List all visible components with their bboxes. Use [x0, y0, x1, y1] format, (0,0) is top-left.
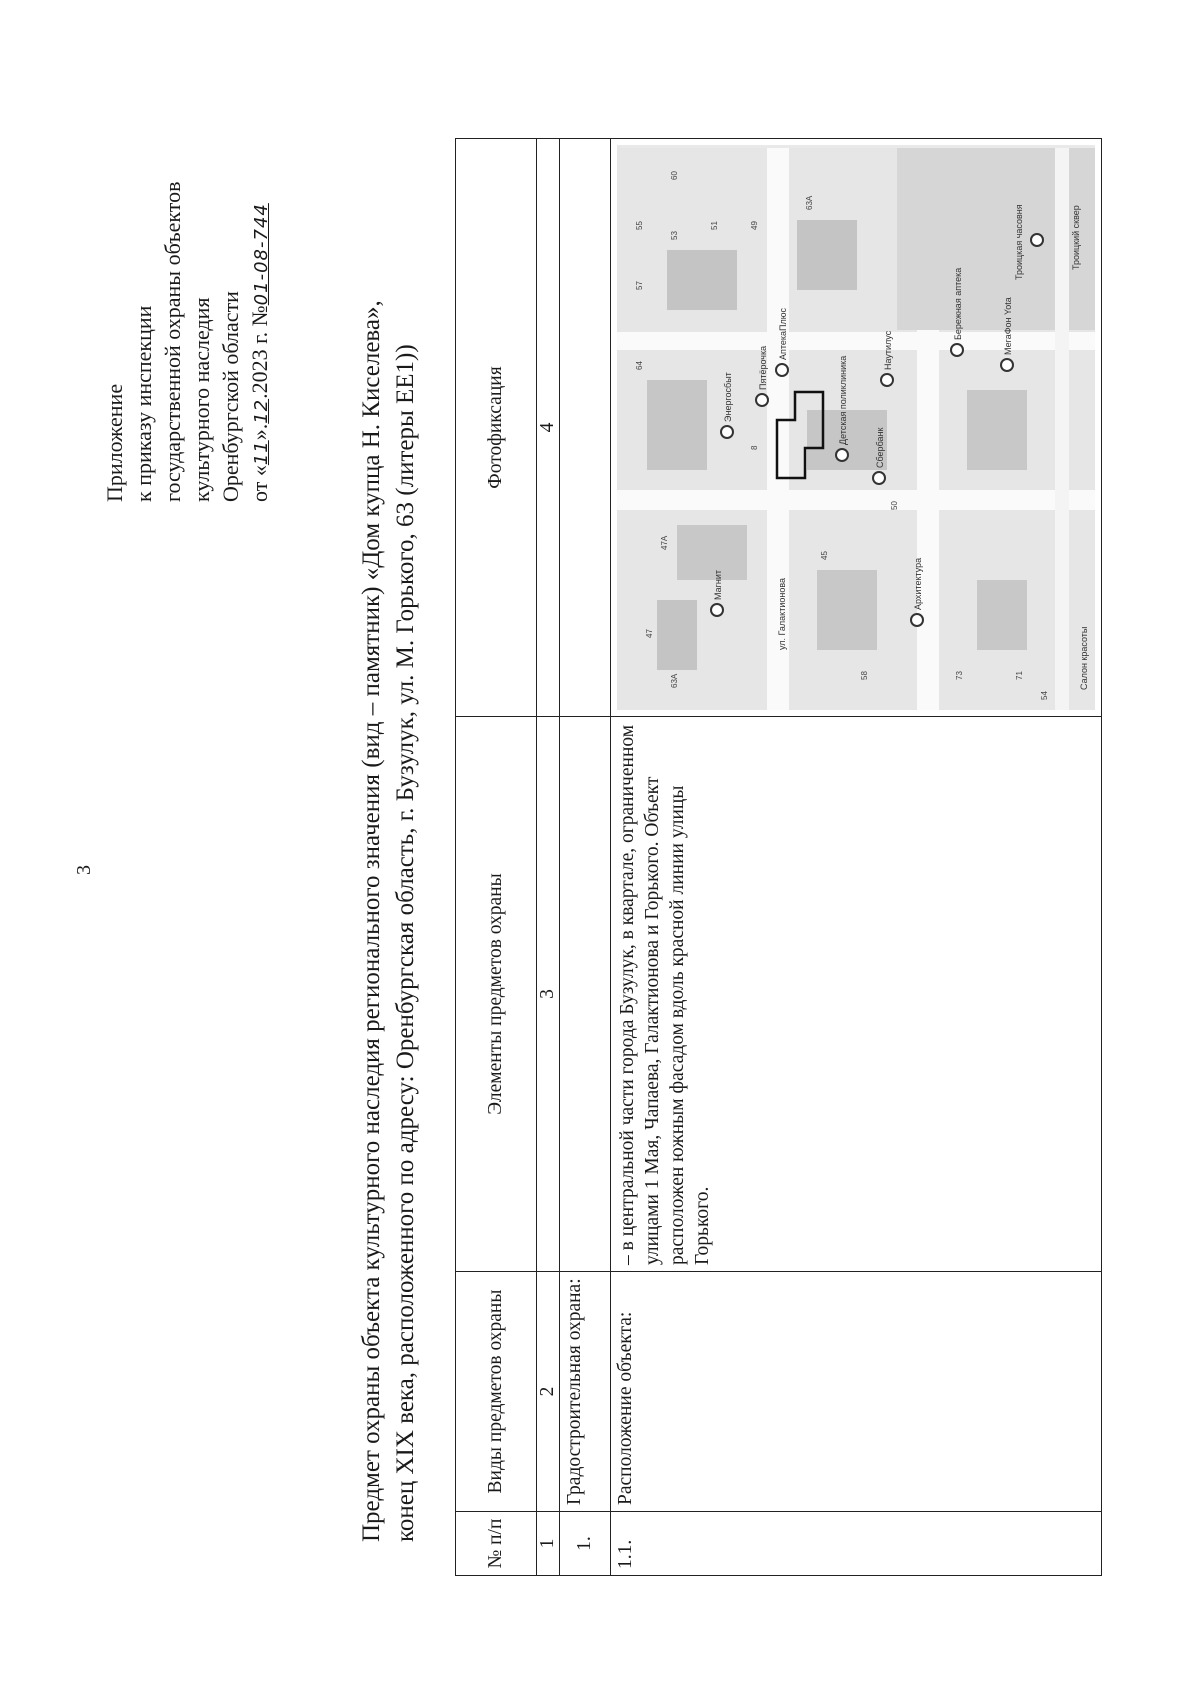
road [917, 330, 939, 710]
poi-marker [776, 364, 788, 376]
poi-marker [1031, 234, 1043, 246]
house-number: 45 [820, 551, 829, 560]
house-number: 53 [670, 231, 679, 240]
building [967, 390, 1027, 470]
building [677, 525, 747, 580]
date-prefix: от « [247, 465, 272, 502]
table-header-row [456, 139, 537, 1576]
row-photo [560, 139, 611, 717]
building [817, 570, 877, 650]
map-label-poi: МегаФон Yota [1003, 297, 1013, 355]
poi-marker [911, 614, 923, 626]
building [657, 600, 697, 670]
header-kind: Виды предметов охраны [456, 1272, 537, 1512]
date-year: .2023 г. № [247, 305, 272, 399]
house-number: 50 [890, 501, 899, 510]
table-row [611, 139, 1102, 1576]
page-number: 3 [73, 865, 95, 875]
poi-marker [756, 394, 768, 406]
road [617, 332, 1095, 350]
appendix-line: Оренбургской области [218, 291, 243, 502]
appendix-line: государственной охраны объектов [160, 181, 185, 502]
column-number-row [537, 139, 560, 1576]
poi-marker [881, 374, 893, 386]
map-label-poi: Магнит [713, 569, 723, 600]
map-label-street: ул. Галактионова [777, 577, 787, 650]
row-kind: Градостроительная охрана: [560, 1272, 611, 1512]
map-label-poi: Сбербанк [875, 427, 885, 468]
poi-marker [836, 449, 848, 461]
map-label-poi: Архитектура [913, 557, 923, 610]
table-row [560, 139, 611, 1576]
building [647, 380, 707, 470]
document-title [355, 300, 423, 1542]
map-label-poi: Троицкий сквер [1071, 205, 1081, 270]
row-num: 1. [560, 1512, 611, 1576]
row-num: 1.1. [611, 1512, 1102, 1576]
building [667, 250, 737, 310]
header-photo: Фотофиксация [456, 139, 537, 717]
map-svg [617, 148, 1095, 710]
house-number: 54 [1040, 691, 1049, 700]
house-number: 63А [670, 673, 679, 688]
poi-marker [721, 426, 733, 438]
poi-marker [951, 344, 963, 356]
house-number: 73 [955, 671, 964, 680]
house-number: 64 [635, 361, 644, 370]
house-number: 58 [860, 671, 869, 680]
map-label-poi: АптекаПлюс [778, 307, 788, 360]
appendix-line: Приложение [102, 383, 127, 502]
title-line: конец XIX века, расположенного по адресу: Оренбургская область, г. Бузулук, ул. М. Горького, 63 (литеры ЕЕ1)) [392, 344, 419, 1542]
house-number: 71 [1015, 671, 1024, 680]
house-number: 49 [750, 221, 759, 230]
appendix-line: культурного наследия [189, 297, 214, 502]
header-elements: Элементы предметов охраны [456, 717, 537, 1272]
header-num: № п/п [456, 1512, 537, 1576]
poi-marker [1001, 359, 1013, 371]
col-number: 2 [537, 1272, 560, 1512]
map-label-poi: Наутилус [883, 330, 893, 370]
house-number: 57 [635, 281, 644, 290]
house-number: 60 [670, 171, 679, 180]
map-label-poi: Энергосбыт [723, 372, 733, 422]
poi-marker [873, 472, 885, 484]
appendix-line: к приказу инспекции [131, 305, 156, 502]
house-number: 63А [805, 195, 814, 210]
row-elements [560, 717, 611, 1272]
house-number: 51 [710, 221, 719, 230]
col-number: 3 [537, 717, 560, 1272]
col-number: 1 [537, 1512, 560, 1576]
house-number: 55 [635, 221, 644, 230]
date-mid: ». [247, 423, 272, 441]
map-label-poi: Троицкая часовня [1014, 204, 1024, 280]
map-label-poi: Салон красоты [1079, 626, 1089, 690]
poi-marker [711, 604, 723, 616]
date-month: 12 [251, 398, 272, 424]
building [977, 580, 1027, 650]
location-map [617, 145, 1095, 710]
row-photo-cell [611, 139, 1102, 717]
building [797, 220, 857, 290]
map-label-poi: Детская поликлиника [838, 355, 848, 445]
road [617, 490, 1095, 510]
appendix-header [100, 182, 274, 502]
date-day: 11 [251, 440, 272, 466]
title-line: Предмет охраны объекта культурного наследия регионального значения (вид – памятник) «Дом купца Н. Киселева», [358, 300, 385, 1542]
protection-table [455, 138, 1102, 1576]
house-number: 47А [660, 535, 669, 550]
map-label-poi: Пятёрочка [758, 345, 768, 390]
appendix-date-line [245, 182, 274, 502]
house-number: 8 [750, 445, 759, 450]
col-number: 4 [537, 139, 560, 717]
row-elements: – в центральной части города Бузулук, в квартале, ограниченном улицами 1 Мая, Чапаева, Галактионова и Горького. Объект расположен южным фасадом вдоль красной линии улицы Горького. [611, 717, 1102, 1272]
house-number: 47 [645, 629, 654, 638]
order-number: 01-08-744 [251, 203, 272, 306]
row-kind: Расположение объекта: [611, 1272, 1102, 1512]
map-label-poi: Бережная аптека [953, 267, 963, 340]
road [1055, 148, 1069, 710]
